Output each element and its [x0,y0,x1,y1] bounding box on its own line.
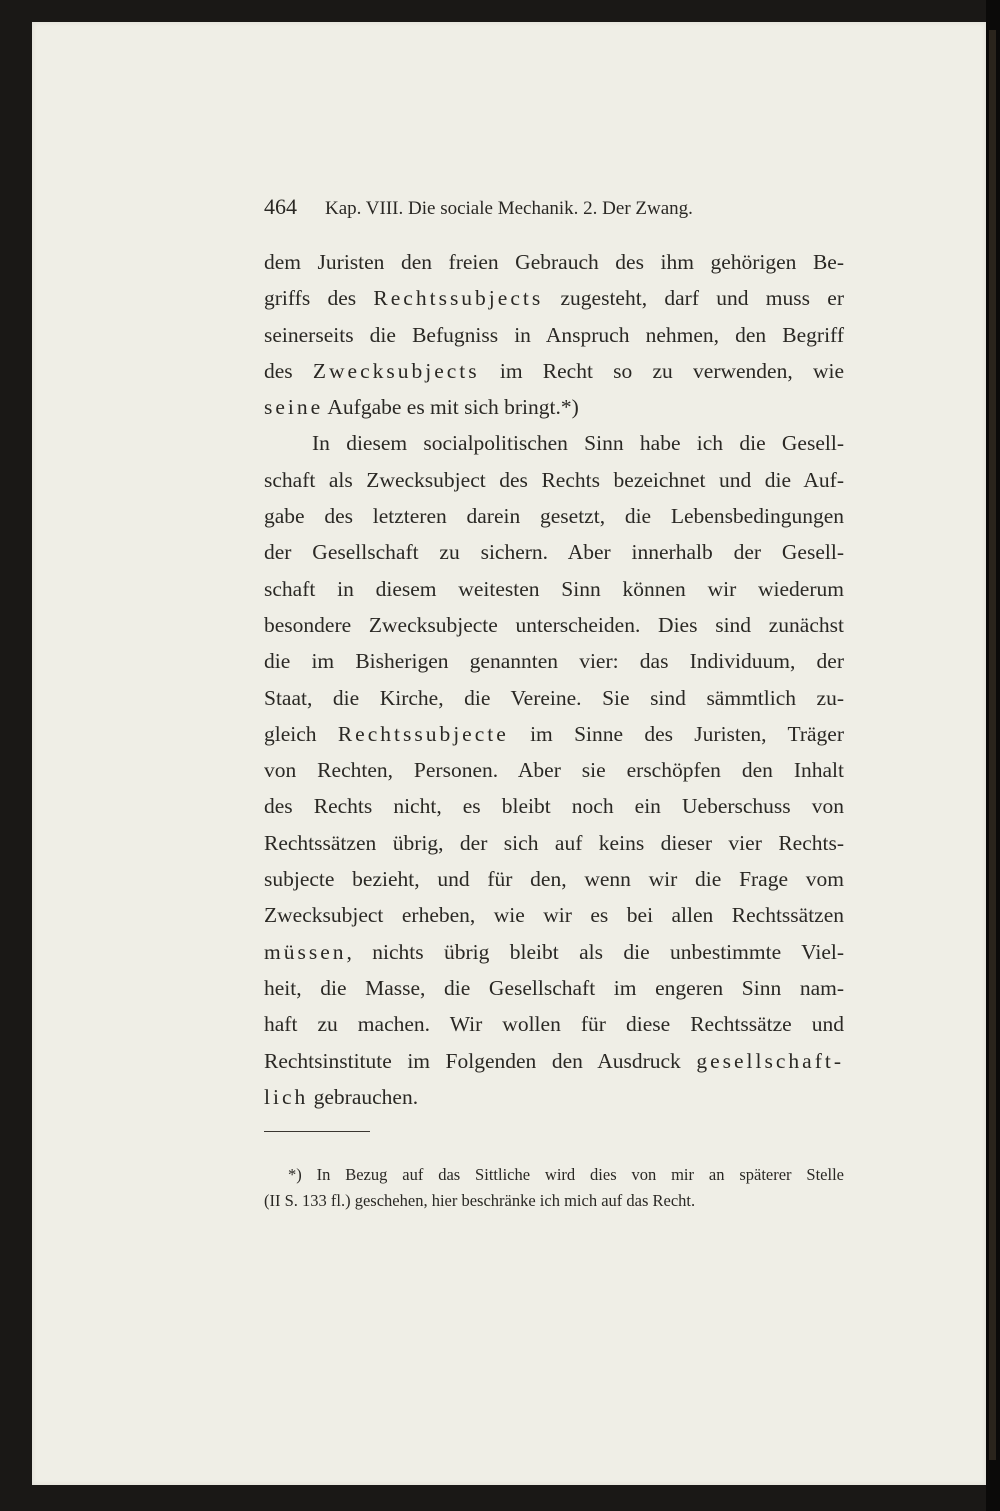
text-segment: Rechtssätzen übrig, der sich auf keins dieser vier Rechts- [264,830,844,855]
text-segment: dem Juristen den freien Gebrauch des ihm gehörigen Be- [264,250,844,274]
text-segment: seinerseits die Befugniss in Anspruch nehmen, den Begriff [264,322,844,347]
text-line [264,317,844,353]
text-line [264,716,844,752]
emphasized-text: Rechtssubjects [373,286,544,311]
text-segment: im Recht so zu verwenden, wie [479,358,844,383]
text-line [264,680,844,716]
text-line [264,1079,844,1115]
text-segment: Aufgabe es mit sich bringt.*) [323,395,579,420]
text-line [264,970,844,1006]
text-line [264,607,844,643]
text-line [264,498,844,534]
page-header [264,194,844,220]
text-line [264,462,844,498]
body-text [264,244,844,1115]
text-segment: zugesteht, darf und muss er [543,286,844,311]
page-number: 464 [264,194,297,219]
text-line [264,280,844,316]
text-segment: heit, die Masse, die Gesellschaft im engeren Sinn nam- [264,975,844,1000]
emphasized-text: Rechtssubjecte [337,721,509,746]
text-segment: gabe des letzteren darein gesetzt, die Lebensbedingungen [264,504,844,529]
text-line [264,788,844,824]
text-segment: des Rechts nicht, es bleibt noch ein Ueberschuss von [264,794,844,819]
footnote-rule [264,1131,370,1132]
emphasized-text: Zwecksubjects [312,358,480,383]
text-segment: Staat, die Kirche, die Vereine. Sie sind sämmtlich zu- [264,685,844,710]
text-segment: subjecte bezieht, und für den, wenn wir die Frage vom [264,867,844,892]
text-segment: die im Bisherigen genannten vier: das Individuum, der [264,649,844,674]
text-segment: im Sinne des Juristen, Träger [508,721,844,746]
text-segment: gebrauchen. [308,1084,419,1109]
text-segment: von Rechten, Personen. Aber sie erschöpfen den Inhalt [264,758,844,783]
text-line [264,571,844,607]
emphasized-text: gesellschaft- [696,1048,844,1073]
text-line [264,425,844,461]
text-line [264,934,844,970]
footnote [264,1162,844,1214]
binding-edge [989,30,996,1460]
text-segment: haft zu machen. Wir wollen für diese Rechtssätze und [264,1012,844,1037]
text-line [264,353,844,389]
text-segment: der Gesellschaft zu sichern. Aber innerhalb der Gesell- [264,540,844,565]
text-line [264,244,844,280]
footnote-line: *) In Bezug auf das Sittliche wird dies von mir an späterer Stelle [288,1165,844,1184]
text-line [264,534,844,570]
text-line [264,389,844,425]
text-line [264,1043,844,1079]
text-line [264,643,844,679]
text-segment: Zwecksubject erheben, wie wir es bei allen Rechtssätzen [264,903,844,928]
text-segment: griffs des [264,286,374,311]
emphasized-text: müssen [264,939,347,964]
text-segment: schaft in diesem weitesten Sinn können wir wiederum [264,576,844,601]
text-segment: Rechtsinstitute im Folgenden den Ausdruck [264,1048,697,1073]
text-line [264,1006,844,1042]
text-line [264,861,844,897]
text-line [264,897,844,933]
running-head: Kap. VIII. Die sociale Mechanik. 2. Der Zwang. [325,198,693,219]
text-segment: gleich [264,721,338,746]
text-line [264,825,844,861]
text-segment: schaft als Zwecksubject des Rechts bezeichnet und die Auf- [264,467,844,492]
text-line [264,752,844,788]
text-segment: In diesem socialpolitischen Sinn habe ich die Gesell- [312,431,844,456]
emphasized-text: seine [264,395,324,420]
text-segment: besondere Zwecksubjecte unterscheiden. Dies sind zunächst [264,612,844,637]
text-segment: des [264,358,313,383]
footnote-line: (II S. 133 fl.) geschehen, hier beschränke ich mich auf das Recht. [264,1191,696,1210]
emphasized-text: lich [264,1084,309,1109]
text-segment: , nichts übrig bleibt als die unbestimmte Viel- [346,939,844,964]
